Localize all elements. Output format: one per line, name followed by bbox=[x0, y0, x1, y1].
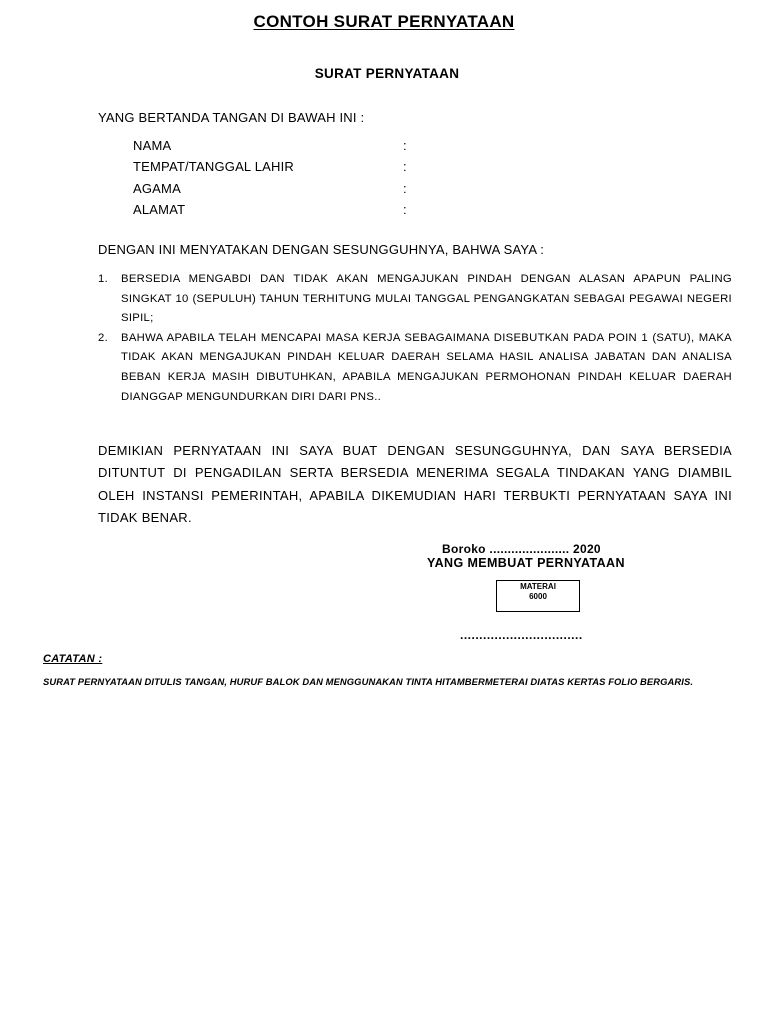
point-text-1: BERSEDIA MENGABDI DAN TIDAK AKAN MENGAJUKAN PINDAH DENGAN ALASAN APAPUN PALING SINGKAT 10 (SEPULUH) TAHUN TERHITUNG MULAI TANGGAL PENGANGKATAN SEBAGAI PEGAWAI NEGERI SIPIL; bbox=[121, 273, 732, 325]
field-colon-name: : bbox=[403, 138, 407, 153]
personal-data-fields bbox=[133, 137, 433, 222]
main-title-text: CONTOH SURAT PERNYATAAN bbox=[253, 12, 515, 31]
field-row-birth bbox=[133, 158, 433, 179]
note-heading: CATATAN : bbox=[43, 653, 103, 665]
stamp-value: 6000 bbox=[529, 592, 547, 601]
field-label-name: NAMA bbox=[133, 138, 172, 153]
statement-point-2 bbox=[98, 329, 732, 407]
field-row-name bbox=[133, 137, 433, 158]
statement-point-1 bbox=[98, 270, 732, 329]
intro-text: YANG BERTANDA TANGAN DI BAWAH INI : bbox=[98, 110, 365, 125]
note-text: SURAT PERNYATAAN DITULIS TANGAN, HURUF BALOK DAN MENGGUNAKAN TINTA HITAMBERMETERAI DIATAS KERTAS FOLIO BERGARIS. bbox=[43, 676, 694, 687]
signer-title: YANG MEMBUAT PERNYATAAN bbox=[427, 556, 625, 570]
point-number-1: 1. bbox=[98, 273, 109, 285]
closing-paragraph: DEMIKIAN PERNYATAAN INI SAYA BUAT DENGAN SESUNGGUHNYA, DAN SAYA BERSEDIA DITUNTUT DI PENGADILAN SERTA BERSEDIA MENERIMA SEGALA TINDAKAN YANG DIAMBIL OLEH INSTANSI PEMERINTAH, APABILA DIKEMUDIAN HARI TERBUKTI PERNYATAAN SAYA INI TIDAK BENAR. bbox=[98, 443, 732, 525]
field-colon-birth: : bbox=[403, 159, 407, 175]
field-label-birth: TEMPAT/TANGGAL LAHIR bbox=[133, 159, 294, 175]
field-colon-address: : bbox=[403, 201, 407, 217]
place-date: Boroko ...................... 2020 bbox=[442, 542, 601, 556]
field-row-address bbox=[133, 201, 433, 222]
document-sub-title: SURAT PERNYATAAN bbox=[314, 66, 460, 81]
stamp-label: MATERAI bbox=[520, 582, 556, 591]
document-main-title bbox=[0, 12, 768, 32]
field-label-address: ALAMAT bbox=[133, 201, 186, 217]
signature-line: ................................ bbox=[460, 628, 583, 642]
point-number-2: 2. bbox=[98, 331, 109, 344]
statement-points bbox=[98, 270, 732, 407]
field-label-religion: AGAMA bbox=[133, 180, 181, 196]
stamp-duty-box bbox=[496, 580, 580, 612]
field-row-religion bbox=[133, 180, 433, 201]
field-colon-religion: : bbox=[403, 180, 407, 196]
point-text-2: BAHWA APABILA TELAH MENCAPAI MASA KERJA SEBAGAIMANA DISEBUTKAN PADA POIN 1 (SATU), MAKA TIDAK AKAN MENGAJUKAN PINDAH KELUAR DAERAH SELAMA HASIL ANALISA JABATAN DAN ANALISA BEBAN KERJA MASIH DIBUTUHKAN, APABILA MENGAJUKAN PERMOHONAN PINDAH KELUAR DAERAH DIANGGAP MENGUNDURKAN DIRI DARI PNS.. bbox=[121, 331, 732, 403]
statement-text: DENGAN INI MENYATAKAN DENGAN SESUNGGUHNYA, BAHWA SAYA : bbox=[98, 242, 545, 257]
